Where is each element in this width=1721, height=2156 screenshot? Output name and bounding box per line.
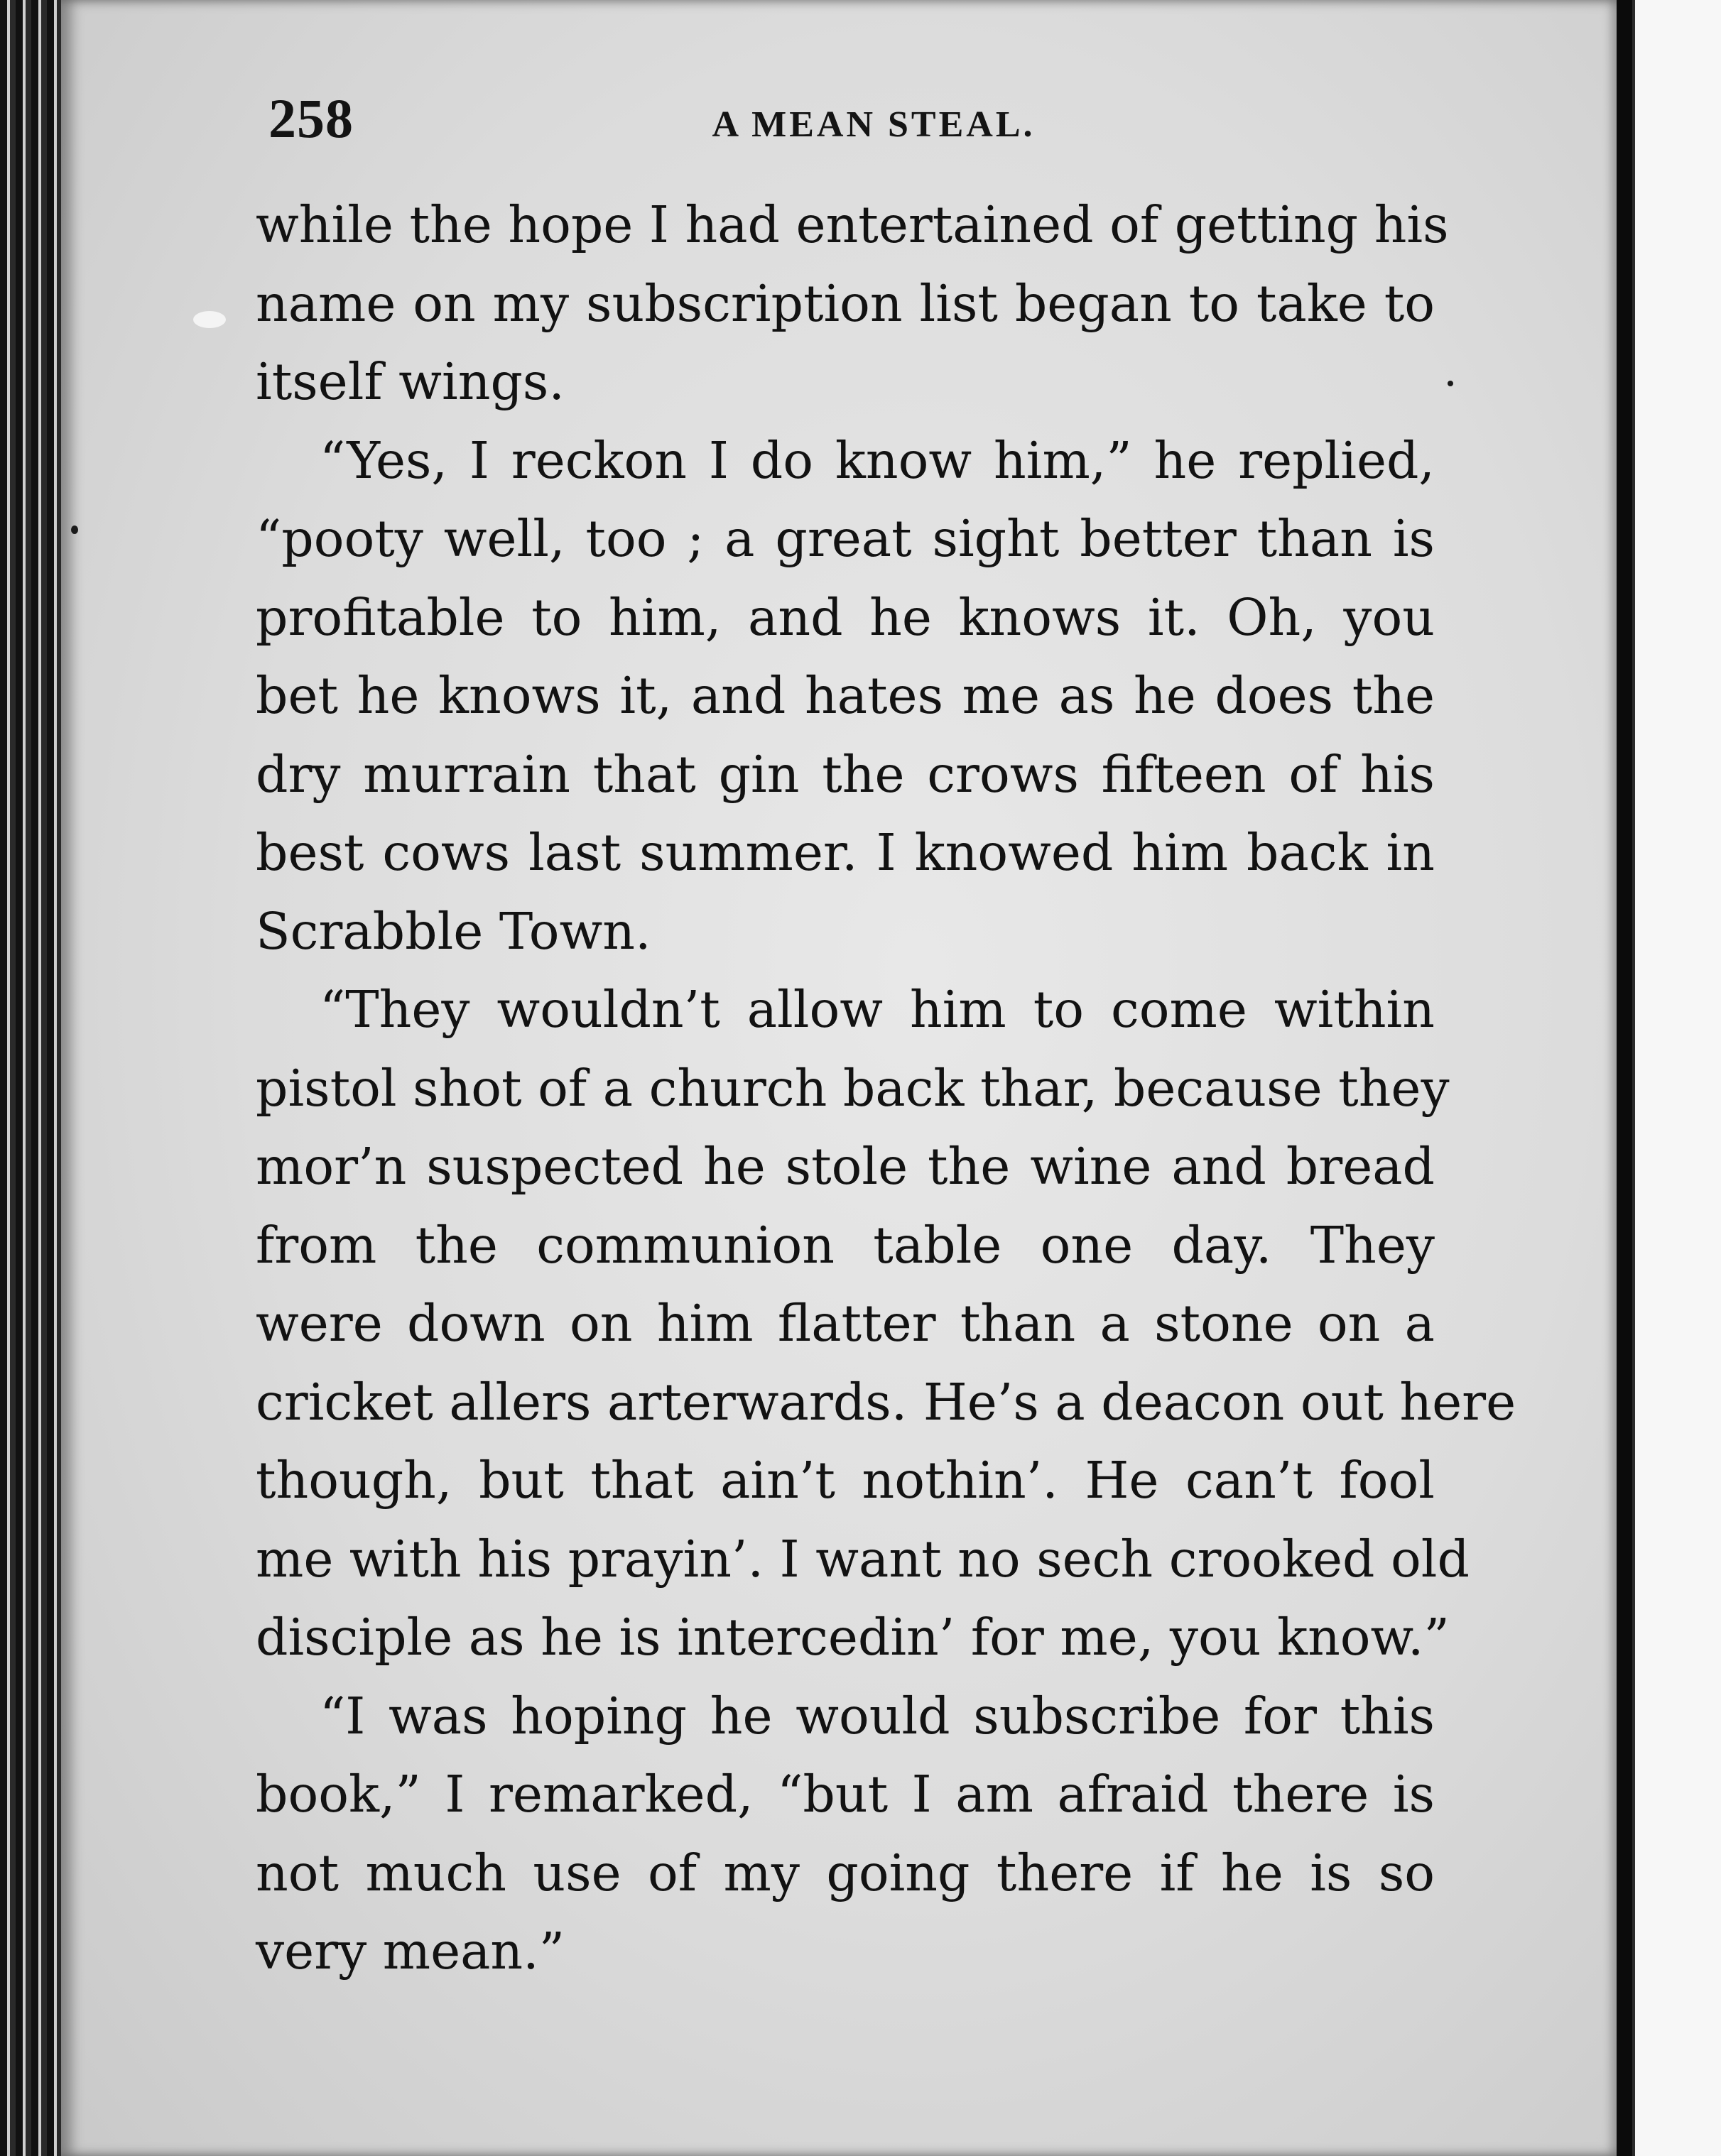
text-line: while the hope I had entertained of getting his: [256, 195, 1449, 254]
book-page-edges: [0, 0, 64, 2156]
adjacent-page-edge: [1632, 0, 1721, 2156]
text-line: “Yes, I reckon I do know him,” he replied,: [320, 430, 1435, 490]
text-line: though, but that ain’t nothin’. He can’t fool: [256, 1451, 1435, 1510]
text-line: very mean.”: [256, 1922, 565, 1981]
text-line: me with his prayin’. I want no sech crooked old: [256, 1529, 1470, 1589]
text-line: were down on him flatter than a stone on a: [256, 1294, 1435, 1353]
ink-speck: [1448, 381, 1453, 386]
text-line: dry murrain that gin the crows fifteen of his: [256, 744, 1435, 804]
text-line: itself wings.: [256, 352, 565, 411]
text-line: bet he knows it, and hates me as he does the: [256, 666, 1435, 725]
text-line: cricket allers arterwards. He’s a deacon out here: [256, 1372, 1516, 1432]
text-line: pistol shot of a church back thar, because they: [256, 1058, 1450, 1118]
text-line: profitable to him, and he knows it. Oh, you: [256, 587, 1435, 647]
text-line: name on my subscription list began to take to: [256, 273, 1435, 333]
body-text: [256, 186, 1516, 1991]
page-gutter: [1617, 0, 1632, 2156]
running-head: A MEAN STEAL.: [712, 104, 1036, 145]
text-line: disciple as he is intercedin’ for me, you know.”: [256, 1608, 1450, 1667]
text-line: best cows last summer. I knowed him back in: [256, 823, 1435, 882]
ink-speck: [71, 526, 78, 534]
page-number: 258: [268, 87, 354, 149]
text-line: “I was hoping he would subscribe for this: [320, 1686, 1435, 1746]
text-line: from the communion table one day. They: [256, 1215, 1435, 1275]
text-line: book,” I remarked, “but I am afraid there is: [256, 1765, 1435, 1824]
paper-blemish: [193, 311, 226, 328]
text-line: mor’n suspected he stole the wine and bread: [256, 1137, 1435, 1196]
text-line: Scrabble Town.: [256, 901, 651, 961]
text-line: “pooty well, too ; a great sight better than is: [256, 509, 1435, 568]
text-line: not much use of my going there if he is so: [256, 1843, 1435, 1902]
text-line: “They wouldn’t allow him to come within: [320, 980, 1435, 1039]
